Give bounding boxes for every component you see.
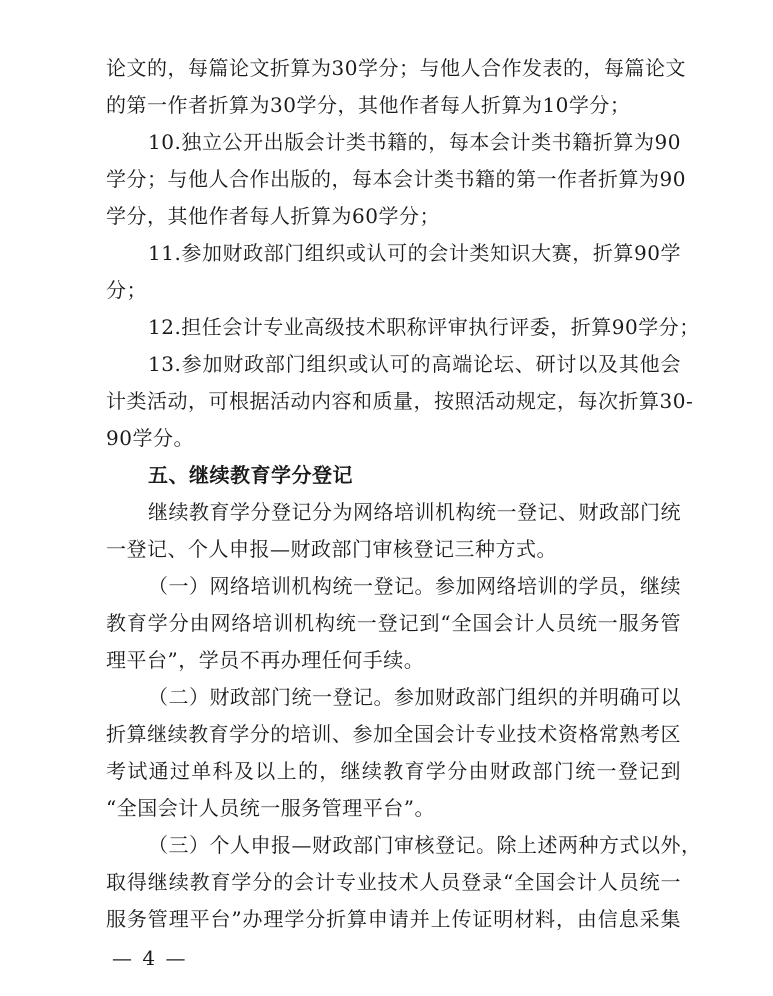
text-line: 考试通过单科及以上的，继续教育学分由财政部门统一登记到	[106, 759, 681, 783]
text-line: 继续教育学分登记分为网络培训机构统一登记、财政部门统	[148, 500, 681, 524]
text-line: 一登记、个人申报—财政部门审核登记三种方式。	[106, 537, 557, 561]
text-line: （二）财政部门统一登记。参加财政部门组织的并明确可以	[148, 685, 681, 709]
text-line: “全国会计人员统一服务管理平台”。	[106, 796, 435, 820]
text-line: 服务管理平台”办理学分折算申请并上传证明材料，由信息采集	[106, 907, 681, 931]
text-line: 11.参加财政部门组织或认可的会计类知识大赛，折算90学	[148, 241, 681, 265]
text-line: 90学分。	[106, 426, 194, 450]
text-line: 折算继续教育学分的培训、参加全国会计专业技术资格常熟考区	[106, 722, 681, 746]
text-line: 10.独立公开出版会计类书籍的，每本会计类书籍折算为90	[148, 130, 681, 154]
text-line: 计类活动，可根据活动内容和质量，按照活动规定，每次折算30-	[106, 389, 694, 413]
section-heading: 五、继续教育学分登记	[148, 463, 353, 487]
page-number: — 4 —	[112, 946, 188, 970]
text-line: 论文的，每篇论文折算为30学分；与他人合作发表的，每篇论文	[106, 56, 686, 80]
text-line: 学分；与他人合作出版的，每本会计类书籍的第一作者折算为90	[106, 167, 686, 191]
text-line: 12.担任会计专业高级技术职称评审执行评委，折算90学分；	[148, 315, 700, 339]
text-line: 理平台”，学员不再办理任何手续。	[106, 648, 425, 672]
text-line: 的第一作者折算为30学分，其他作者每人折算为10学分；	[106, 93, 631, 117]
text-line: 教育学分由网络培训机构统一登记到“全国会计人员统一服务管	[106, 611, 681, 635]
text-line: 13.参加财政部门组织或认可的高端论坛、研讨以及其他会	[148, 352, 681, 376]
text-line: （一）网络培训机构统一登记。参加网络培训的学员，继续	[148, 574, 681, 598]
text-line: 学分，其他作者每人折算为60学分；	[106, 204, 440, 228]
text-line: （三）个人申报—财政部门审核登记。除上述两种方式以外，	[148, 833, 702, 857]
text-line: 取得继续教育学分的会计专业技术人员登录“全国会计人员统一	[106, 870, 681, 894]
text-line: 分；	[106, 278, 147, 302]
